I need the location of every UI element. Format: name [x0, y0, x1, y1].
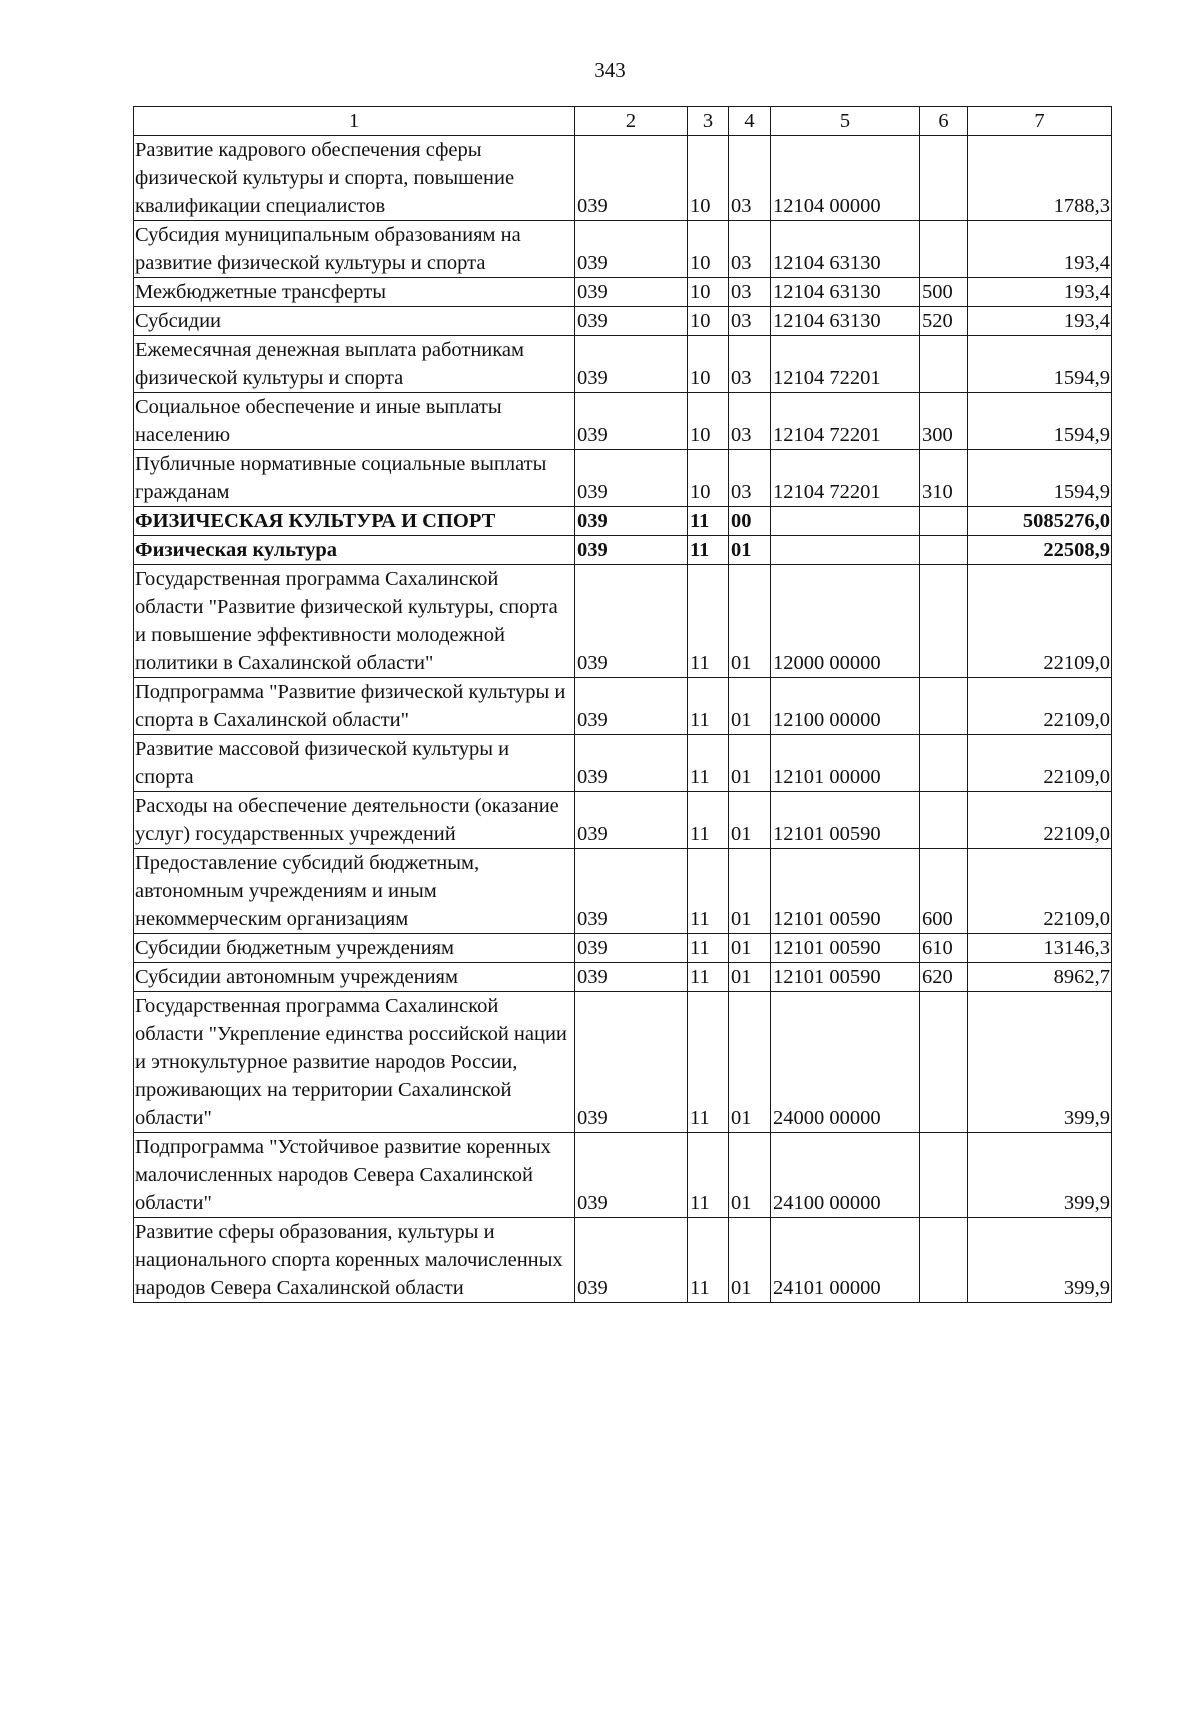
cell-amount: 8962,7: [968, 963, 1112, 992]
cell-name: Государственная программа Сахалинской области "Развитие физической культуры, спорта и повышение эффективности молодежной политики в Сахалинской области": [134, 565, 575, 678]
cell-subsection-code: 01: [729, 735, 771, 792]
cell-target-article: 12104 72201: [771, 393, 920, 450]
cell-name: Социальное обеспечение и иные выплаты населению: [134, 393, 575, 450]
header-col-5: 5: [771, 107, 920, 136]
table-row: [134, 393, 1112, 450]
table-row: [134, 792, 1112, 849]
cell-section-code: 10: [688, 336, 729, 393]
cell-section-code: 10: [688, 136, 729, 221]
cell-section-code: 11: [688, 934, 729, 963]
cell-name: Расходы на обеспечение деятельности (оказание услуг) государственных учреждений: [134, 792, 575, 849]
cell-name: Подпрограмма "Устойчивое развитие коренных малочисленных народов Севера Сахалинской области": [134, 1133, 575, 1218]
cell-section-code: 10: [688, 221, 729, 278]
cell-amount: 22109,0: [968, 849, 1112, 934]
cell-subsection-code: 01: [729, 678, 771, 735]
cell-subsection-code: 01: [729, 934, 771, 963]
table-row: [134, 735, 1112, 792]
cell-target-article: 12104 63130: [771, 307, 920, 336]
cell-expense-type: [920, 336, 968, 393]
cell-subsection-code: 03: [729, 393, 771, 450]
table-row: [134, 1133, 1112, 1218]
cell-name: Развитие сферы образования, культуры и национального спорта коренных малочисленных народов Севера Сахалинской области: [134, 1218, 575, 1303]
cell-target-article: 24100 00000: [771, 1133, 920, 1218]
page-number: 343: [594, 58, 626, 82]
cell-expense-type: [920, 507, 968, 536]
cell-ministry-code: 039: [575, 336, 688, 393]
cell-name: ФИЗИЧЕСКАЯ КУЛЬТУРА И СПОРТ: [134, 507, 575, 536]
cell-expense-type: [920, 1133, 968, 1218]
cell-subsection-code: 01: [729, 792, 771, 849]
cell-target-article: 24000 00000: [771, 992, 920, 1133]
cell-section-code: 10: [688, 278, 729, 307]
cell-amount: 193,4: [968, 221, 1112, 278]
cell-target-article: 12104 72201: [771, 450, 920, 507]
cell-subsection-code: 03: [729, 221, 771, 278]
cell-name: Субсидия муниципальным образованиям на развитие физической культуры и спорта: [134, 221, 575, 278]
cell-amount: 22109,0: [968, 792, 1112, 849]
table-row: [134, 934, 1112, 963]
cell-subsection-code: 01: [729, 536, 771, 565]
cell-target-article: [771, 536, 920, 565]
table-row: [134, 678, 1112, 735]
cell-name: Физическая культура: [134, 536, 575, 565]
cell-ministry-code: 039: [575, 565, 688, 678]
cell-ministry-code: 039: [575, 934, 688, 963]
cell-ministry-code: 039: [575, 536, 688, 565]
cell-target-article: [771, 507, 920, 536]
cell-ministry-code: 039: [575, 992, 688, 1133]
cell-expense-type: [920, 136, 968, 221]
cell-expense-type: 610: [920, 934, 968, 963]
cell-ministry-code: 039: [575, 1218, 688, 1303]
cell-subsection-code: 03: [729, 307, 771, 336]
cell-target-article: 12101 00000: [771, 735, 920, 792]
cell-target-article: 12101 00590: [771, 849, 920, 934]
cell-amount: 193,4: [968, 307, 1112, 336]
cell-target-article: 12101 00590: [771, 792, 920, 849]
cell-name: Подпрограмма "Развитие физической культуры и спорта в Сахалинской области": [134, 678, 575, 735]
cell-amount: 1788,3: [968, 136, 1112, 221]
table-row: [134, 221, 1112, 278]
cell-expense-type: 310: [920, 450, 968, 507]
cell-section-code: 11: [688, 992, 729, 1133]
table-row: [134, 992, 1112, 1133]
cell-amount: 193,4: [968, 278, 1112, 307]
header-col-7: 7: [968, 107, 1112, 136]
budget-table: [133, 106, 1112, 1303]
cell-name: Субсидии автономным учреждениям: [134, 963, 575, 992]
cell-amount: 1594,9: [968, 393, 1112, 450]
cell-amount: 22109,0: [968, 678, 1112, 735]
header-col-4: 4: [729, 107, 771, 136]
cell-expense-type: [920, 536, 968, 565]
cell-subsection-code: 00: [729, 507, 771, 536]
cell-name: Субсидии: [134, 307, 575, 336]
cell-target-article: 24101 00000: [771, 1218, 920, 1303]
cell-section-code: 11: [688, 849, 729, 934]
cell-section-code: 11: [688, 735, 729, 792]
header-col-1: 1: [134, 107, 575, 136]
cell-expense-type: [920, 992, 968, 1133]
cell-amount: 399,9: [968, 992, 1112, 1133]
cell-target-article: 12104 00000: [771, 136, 920, 221]
cell-target-article: 12104 72201: [771, 336, 920, 393]
cell-name: Межбюджетные трансферты: [134, 278, 575, 307]
header-col-3: 3: [688, 107, 729, 136]
cell-name: Ежемесячная денежная выплата работникам физической культуры и спорта: [134, 336, 575, 393]
table-row: [134, 963, 1112, 992]
cell-section-code: 11: [688, 792, 729, 849]
cell-expense-type: 520: [920, 307, 968, 336]
header-col-6: 6: [920, 107, 968, 136]
cell-amount: 1594,9: [968, 450, 1112, 507]
cell-name: Предоставление субсидий бюджетным, автономным учреждениям и иным некоммерческим организациям: [134, 849, 575, 934]
cell-ministry-code: 039: [575, 278, 688, 307]
cell-target-article: 12104 63130: [771, 278, 920, 307]
cell-ministry-code: 039: [575, 450, 688, 507]
table-row: [134, 849, 1112, 934]
cell-amount: 13146,3: [968, 934, 1112, 963]
cell-subsection-code: 01: [729, 1218, 771, 1303]
cell-ministry-code: 039: [575, 393, 688, 450]
cell-subsection-code: 01: [729, 565, 771, 678]
cell-expense-type: [920, 221, 968, 278]
cell-section-code: 11: [688, 1218, 729, 1303]
cell-section-code: 11: [688, 678, 729, 735]
cell-expense-type: [920, 1218, 968, 1303]
cell-expense-type: [920, 565, 968, 678]
cell-expense-type: 300: [920, 393, 968, 450]
cell-expense-type: [920, 735, 968, 792]
cell-ministry-code: 039: [575, 307, 688, 336]
cell-expense-type: [920, 678, 968, 735]
cell-subsection-code: 01: [729, 963, 771, 992]
table-row: [134, 1218, 1112, 1303]
cell-amount: 5085276,0: [968, 507, 1112, 536]
table-row: [134, 507, 1112, 536]
cell-subsection-code: 03: [729, 278, 771, 307]
cell-amount: 399,9: [968, 1218, 1112, 1303]
cell-section-code: 11: [688, 536, 729, 565]
cell-amount: 1594,9: [968, 336, 1112, 393]
cell-ministry-code: 039: [575, 507, 688, 536]
cell-amount: 22109,0: [968, 735, 1112, 792]
cell-ministry-code: 039: [575, 792, 688, 849]
table-row: [134, 450, 1112, 507]
table-row: [134, 136, 1112, 221]
cell-subsection-code: 01: [729, 992, 771, 1133]
cell-section-code: 11: [688, 565, 729, 678]
cell-ministry-code: 039: [575, 1133, 688, 1218]
cell-subsection-code: 03: [729, 336, 771, 393]
cell-section-code: 11: [688, 507, 729, 536]
cell-target-article: 12101 00590: [771, 934, 920, 963]
cell-ministry-code: 039: [575, 963, 688, 992]
cell-subsection-code: 03: [729, 136, 771, 221]
table-header-row: [134, 107, 1112, 136]
cell-subsection-code: 03: [729, 450, 771, 507]
cell-section-code: 11: [688, 1133, 729, 1218]
table-row: [134, 536, 1112, 565]
cell-section-code: 11: [688, 963, 729, 992]
cell-target-article: 12101 00590: [771, 963, 920, 992]
cell-name: Развитие кадрового обеспечения сферы физической культуры и спорта, повышение квалификации специалистов: [134, 136, 575, 221]
cell-section-code: 10: [688, 450, 729, 507]
cell-section-code: 10: [688, 307, 729, 336]
cell-expense-type: [920, 792, 968, 849]
table-row: [134, 565, 1112, 678]
cell-ministry-code: 039: [575, 735, 688, 792]
cell-name: Субсидии бюджетным учреждениям: [134, 934, 575, 963]
cell-target-article: 12104 63130: [771, 221, 920, 278]
cell-subsection-code: 01: [729, 849, 771, 934]
cell-expense-type: 620: [920, 963, 968, 992]
header-col-2: 2: [575, 107, 688, 136]
cell-section-code: 10: [688, 393, 729, 450]
cell-amount: 22109,0: [968, 565, 1112, 678]
cell-name: Публичные нормативные социальные выплаты гражданам: [134, 450, 575, 507]
cell-target-article: 12000 00000: [771, 565, 920, 678]
cell-expense-type: 500: [920, 278, 968, 307]
cell-ministry-code: 039: [575, 136, 688, 221]
cell-expense-type: 600: [920, 849, 968, 934]
cell-name: Государственная программа Сахалинской области "Укрепление единства российской нации и этнокультурное развитие народов России, проживающих на территории Сахалинской области": [134, 992, 575, 1133]
cell-amount: 22508,9: [968, 536, 1112, 565]
cell-subsection-code: 01: [729, 1133, 771, 1218]
cell-ministry-code: 039: [575, 221, 688, 278]
table-row: [134, 278, 1112, 307]
cell-target-article: 12100 00000: [771, 678, 920, 735]
cell-ministry-code: 039: [575, 678, 688, 735]
cell-ministry-code: 039: [575, 849, 688, 934]
cell-amount: 399,9: [968, 1133, 1112, 1218]
table-row: [134, 336, 1112, 393]
table-row: [134, 307, 1112, 336]
cell-name: Развитие массовой физической культуры и спорта: [134, 735, 575, 792]
